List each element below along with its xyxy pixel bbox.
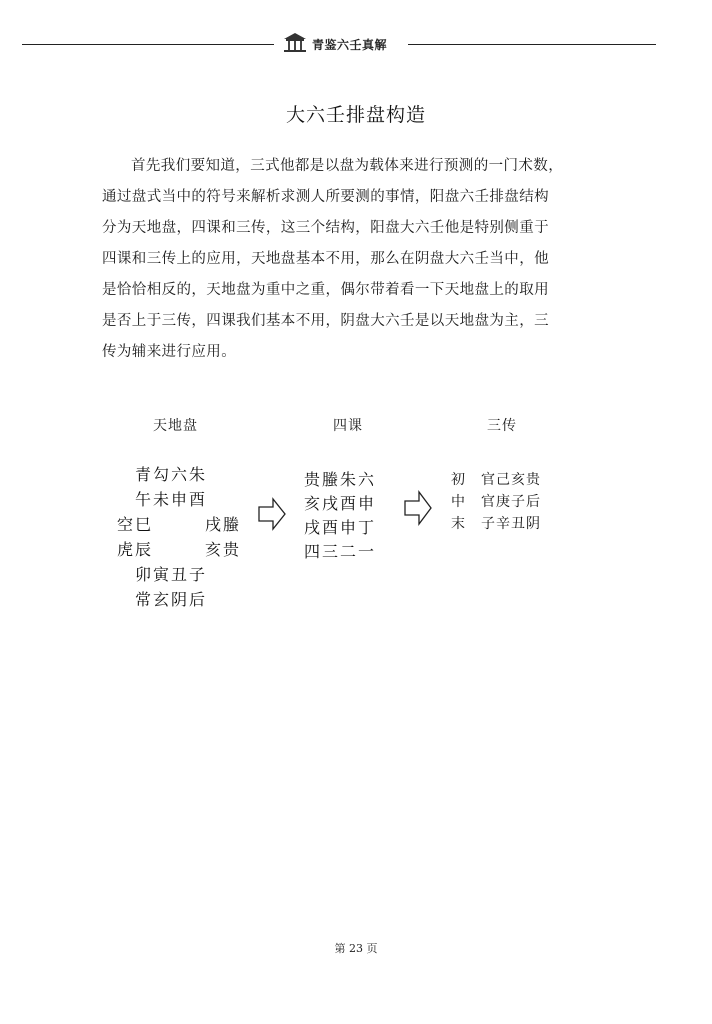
tiandi-top-branches: 午未申酉: [135, 490, 208, 509]
tiandi-bottom-gods: 常玄阴后: [135, 590, 208, 609]
page-title: 大六壬排盘构造: [285, 104, 426, 126]
san-chuan-text: 官己亥贵: [481, 472, 541, 488]
tiandi-bottom-branches: 卯寅丑子: [135, 565, 208, 584]
san-chuan-text: 官庚子后: [481, 494, 541, 510]
paragraph-line: 传为辅来进行应用。: [102, 344, 237, 360]
label-si-ke: 四课: [333, 418, 363, 434]
san-chuan-text: 子辛丑阴: [481, 516, 541, 532]
si-ke-row: 戌酉申丁: [304, 518, 377, 537]
san-chuan-row: [451, 491, 541, 511]
right-hollow-arrow-icon: [257, 497, 287, 531]
tiandi-left-mid1: 空巳: [117, 515, 154, 534]
san-chuan-pos: 初: [451, 472, 466, 488]
paragraph-line: 四课和三传上的应用，天地盘基本不用，那么在阴盘大六壬当中，他: [102, 251, 549, 267]
pavilion-logo-icon: [282, 32, 308, 54]
san-chuan-pos: 末: [451, 516, 466, 532]
tiandi-right-mid1: 戌螣: [205, 515, 242, 534]
si-ke-row: 四三二一: [304, 542, 377, 561]
label-tiandi-pan: 天地盘: [153, 418, 198, 434]
header-title: 青鉴六壬真解: [312, 38, 388, 52]
tiandi-left-mid2: 虎辰: [117, 540, 154, 559]
paragraph-line: 通过盘式当中的符号来解析求测人所要测的事情，阳盘六壬排盘结构: [102, 189, 549, 205]
header-rule-left: [22, 44, 274, 45]
page-number: 第 23 页: [334, 942, 378, 955]
paragraph-line: 是恰恰相反的，天地盘为重中之重，偶尔带着看一下天地盘上的取用: [102, 282, 549, 298]
paragraph-line: 是否上于三传，四课我们基本不用，阴盘大六壬是以天地盘为主，三: [102, 313, 549, 329]
right-hollow-arrow-icon: [403, 490, 433, 526]
header-rule-right: [408, 44, 656, 45]
san-chuan-pos: 中: [451, 494, 466, 510]
si-ke-row: 亥戌酉申: [304, 494, 377, 513]
tiandi-right-mid2: 亥贵: [205, 540, 242, 559]
body-paragraph: [102, 151, 612, 368]
si-ke-row: 贵螣朱六: [304, 470, 377, 489]
san-chuan-row: [451, 469, 541, 489]
san-chuan-row: [451, 513, 541, 533]
tiandi-top-gods: 青勾六朱: [135, 465, 208, 484]
paragraph-line: 分为天地盘，四课和三传，这三个结构，阳盘大六壬他是特别侧重于: [102, 220, 549, 236]
label-san-chuan: 三传: [487, 418, 517, 434]
paragraph-line: 首先我们要知道，三式他都是以盘为载体来进行预测的一门术数，: [131, 158, 564, 174]
